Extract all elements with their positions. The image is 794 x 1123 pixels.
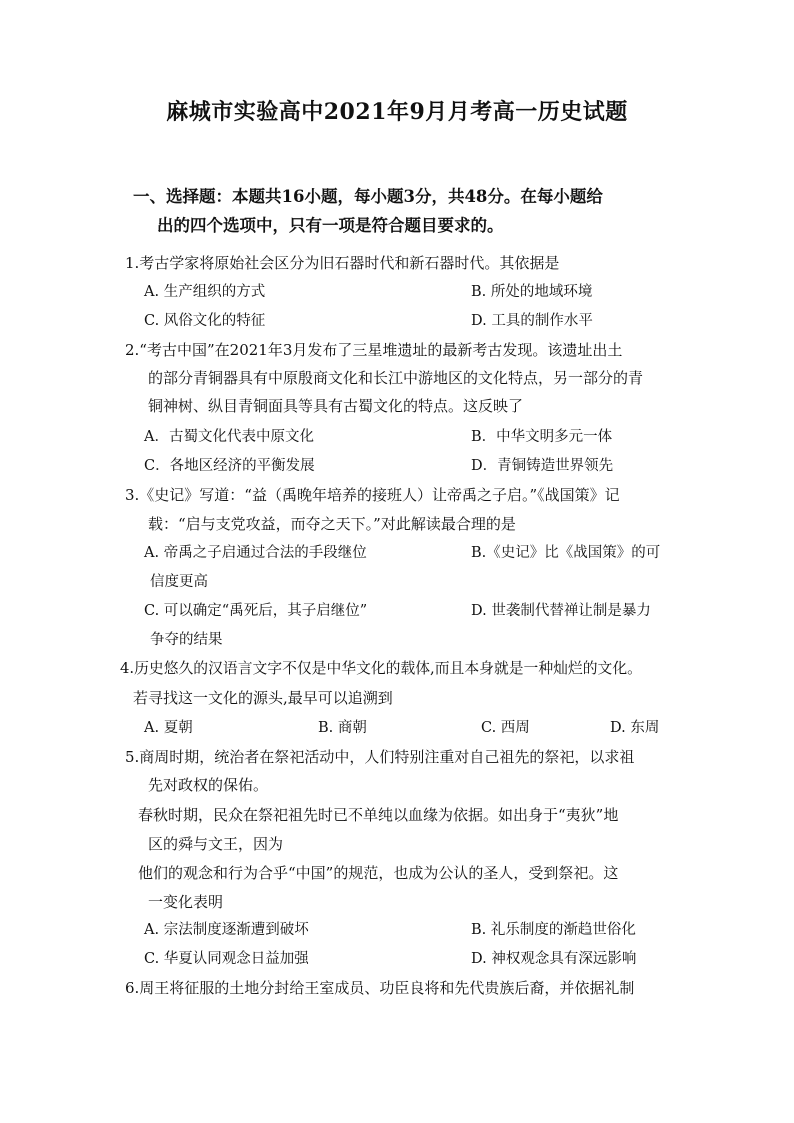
option-c: C．各地区经济的平衡发展 — [144, 458, 315, 474]
option-b: B. 所处的地域环境 — [471, 284, 593, 300]
question-stem: 他们的观念和行为合乎“中国”的规范，也成为公认的圣人，受到祭祀。这 — [138, 864, 619, 882]
question-stem: 5.商周时期，统治者在祭祀活动中，人们特别注重对自己祖先的祭祀，以求祖 — [125, 748, 635, 766]
question-stem: 载：“启与支党攻益，而夺之天下。”对此解读最合理的是 — [148, 515, 516, 533]
option-d: D. 东周 — [610, 720, 660, 736]
option-b: B. 礼乐制度的渐趋世俗化 — [471, 922, 636, 938]
question-stem: 先对政权的保佑。 — [148, 776, 269, 794]
question-stem: 2.“考古中国”在2021年3月发布了三星堆遗址的最新考古发现。该遗址出土 — [125, 341, 623, 359]
option-a: A. 宗法制度逐渐遭到破坏 — [144, 922, 309, 938]
option-a: A. 夏朝 — [144, 720, 193, 736]
question-stem: 4.历史悠久的汉语言文字不仅是中华文化的载体,而且本身就是一种灿烂的文化。 — [120, 660, 642, 677]
page-title: 麻城市实验高中2021年9月月考高一历史试题 — [166, 99, 628, 125]
question-stem: 春秋时期，民众在祭祀祖先时已不单纯以血缘为依据。如出身于“夷狄”地 — [138, 806, 619, 824]
option-d-continued: 争夺的结果 — [150, 632, 223, 648]
option-a: A. 生产组织的方式 — [144, 284, 266, 300]
option-d: D．青铜铸造世界领先 — [471, 458, 614, 474]
question-stem: 铜神树、纵目青铜面具等具有古蜀文化的特点。这反映了 — [148, 397, 524, 415]
question-stem: 3.《史记》写道：“益（禹晚年培养的接班人）让帝禹之子启。”《战国策》记 — [125, 486, 620, 504]
option-b: B. 商朝 — [318, 720, 367, 736]
option-a: A. 帝禹之子启通过合法的手段继位 — [144, 545, 367, 561]
option-d: D. 世袭制代替禅让制是暴力 — [471, 603, 651, 619]
option-c: C. 风俗文化的特征 — [144, 313, 266, 329]
section-heading-line-2: 出的四个选项中，只有一项是符合题目要求的。 — [157, 216, 504, 235]
option-b: B.《史记》比《战国策》的可 — [471, 545, 661, 561]
option-c: C. 华夏认同观念日益加强 — [144, 951, 309, 967]
question-stem: 6.周王将征服的土地分封给王室成员、功臣良将和先代贵族后裔，并依据礼制 — [125, 979, 635, 997]
question-stem: 一变化表明 — [148, 893, 224, 911]
question-stem: 1.考古学家将原始社会区分为旧石器时代和新石器时代。其依据是 — [125, 254, 560, 272]
question-stem: 的部分青铜器具有中原殷商文化和长江中游地区的文化特点，另一部分的青 — [148, 369, 644, 387]
option-d: D. 工具的制作水平 — [471, 313, 593, 329]
section-heading-line-1: 一、选择题：本题共16小题，每小题3分，共48分。在每小题给 — [133, 187, 603, 206]
question-stem: 区的舜与文王，因为 — [148, 835, 284, 853]
option-b-continued: 信度更高 — [150, 574, 208, 590]
option-c: C. 西周 — [481, 720, 530, 736]
option-b: B．中华文明多元一体 — [471, 429, 613, 445]
option-a: A．古蜀文化代表中原文化 — [144, 429, 314, 445]
option-c: C. 可以确定“禹死后，其子启继位” — [144, 603, 368, 619]
question-stem: 若寻找这一文化的源头,最早可以追溯到 — [133, 689, 393, 707]
option-d: D. 神权观念具有深远影响 — [471, 951, 637, 967]
